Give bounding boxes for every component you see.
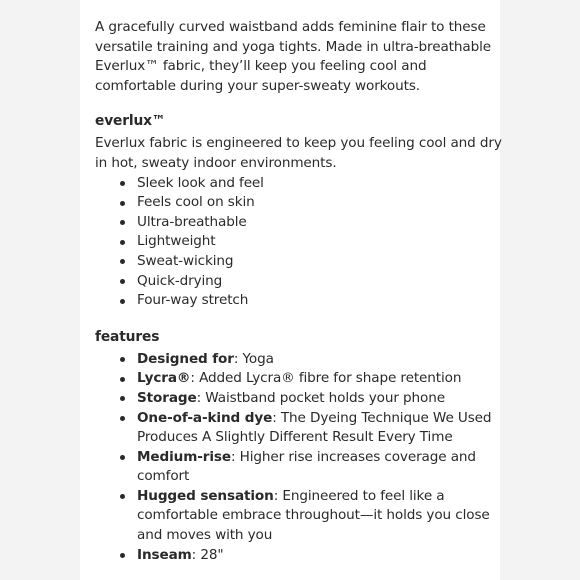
- feature-label: Hugged sensation: [137, 487, 274, 504]
- feature-item: [137, 409, 505, 448]
- list-item: Sleek look and feel: [137, 174, 505, 194]
- feature-item: [137, 350, 505, 370]
- feature-text: : Waistband pocket holds your phone: [196, 389, 445, 406]
- feature-label: Lycra®: [137, 370, 191, 387]
- list-item: Ultra-breathable: [137, 213, 505, 233]
- everlux-list: [95, 174, 505, 311]
- features-heading: features: [95, 328, 160, 345]
- product-description: [95, 18, 505, 565]
- feature-label: Inseam: [137, 546, 192, 563]
- feature-text: : The Dyeing Technique We Used Produces A Slightly Different Result Every Time: [137, 409, 492, 446]
- list-item: Quick-drying: [137, 272, 505, 292]
- feature-item: [137, 546, 505, 566]
- everlux-description: Everlux fabric is engineered to keep you feeling cool and dry in hot, sweaty indoor environments.: [95, 135, 502, 171]
- feature-text: : 28": [191, 546, 224, 563]
- feature-text: : Added Lycra® fibre for shape retention: [190, 370, 462, 387]
- feature-text: : Yoga: [233, 350, 274, 367]
- feature-item: [137, 389, 505, 409]
- list-item: Four-way stretch: [137, 291, 505, 311]
- list-item: Feels cool on skin: [137, 193, 505, 213]
- list-item: Sweat-wicking: [137, 252, 505, 272]
- feature-item: [137, 448, 505, 487]
- feature-label: Medium-rise: [137, 448, 231, 465]
- feature-label: Designed for: [137, 350, 234, 367]
- feature-label: Storage: [137, 389, 197, 406]
- features-list: [95, 350, 505, 566]
- list-item: Lightweight: [137, 232, 505, 252]
- feature-label: One-of-a-kind dye: [137, 409, 273, 426]
- everlux-heading: everlux™: [95, 113, 166, 130]
- intro-paragraph: A gracefully curved waistband adds feminine flair to these versatile training and yoga tights. Made in ultra-breathable Everlux™ fabric, they’ll keep you feeling cool and comfortable during your super-sweaty workouts.: [95, 19, 491, 94]
- feature-text: : Higher rise increases coverage and comfort: [137, 448, 476, 485]
- feature-text: : Engineered to feel like a comfortable embrace throughout—it holds you close and moves with you: [137, 487, 490, 544]
- feature-item: [137, 369, 505, 389]
- product-description-page: [80, 0, 500, 580]
- feature-item: [137, 487, 505, 546]
